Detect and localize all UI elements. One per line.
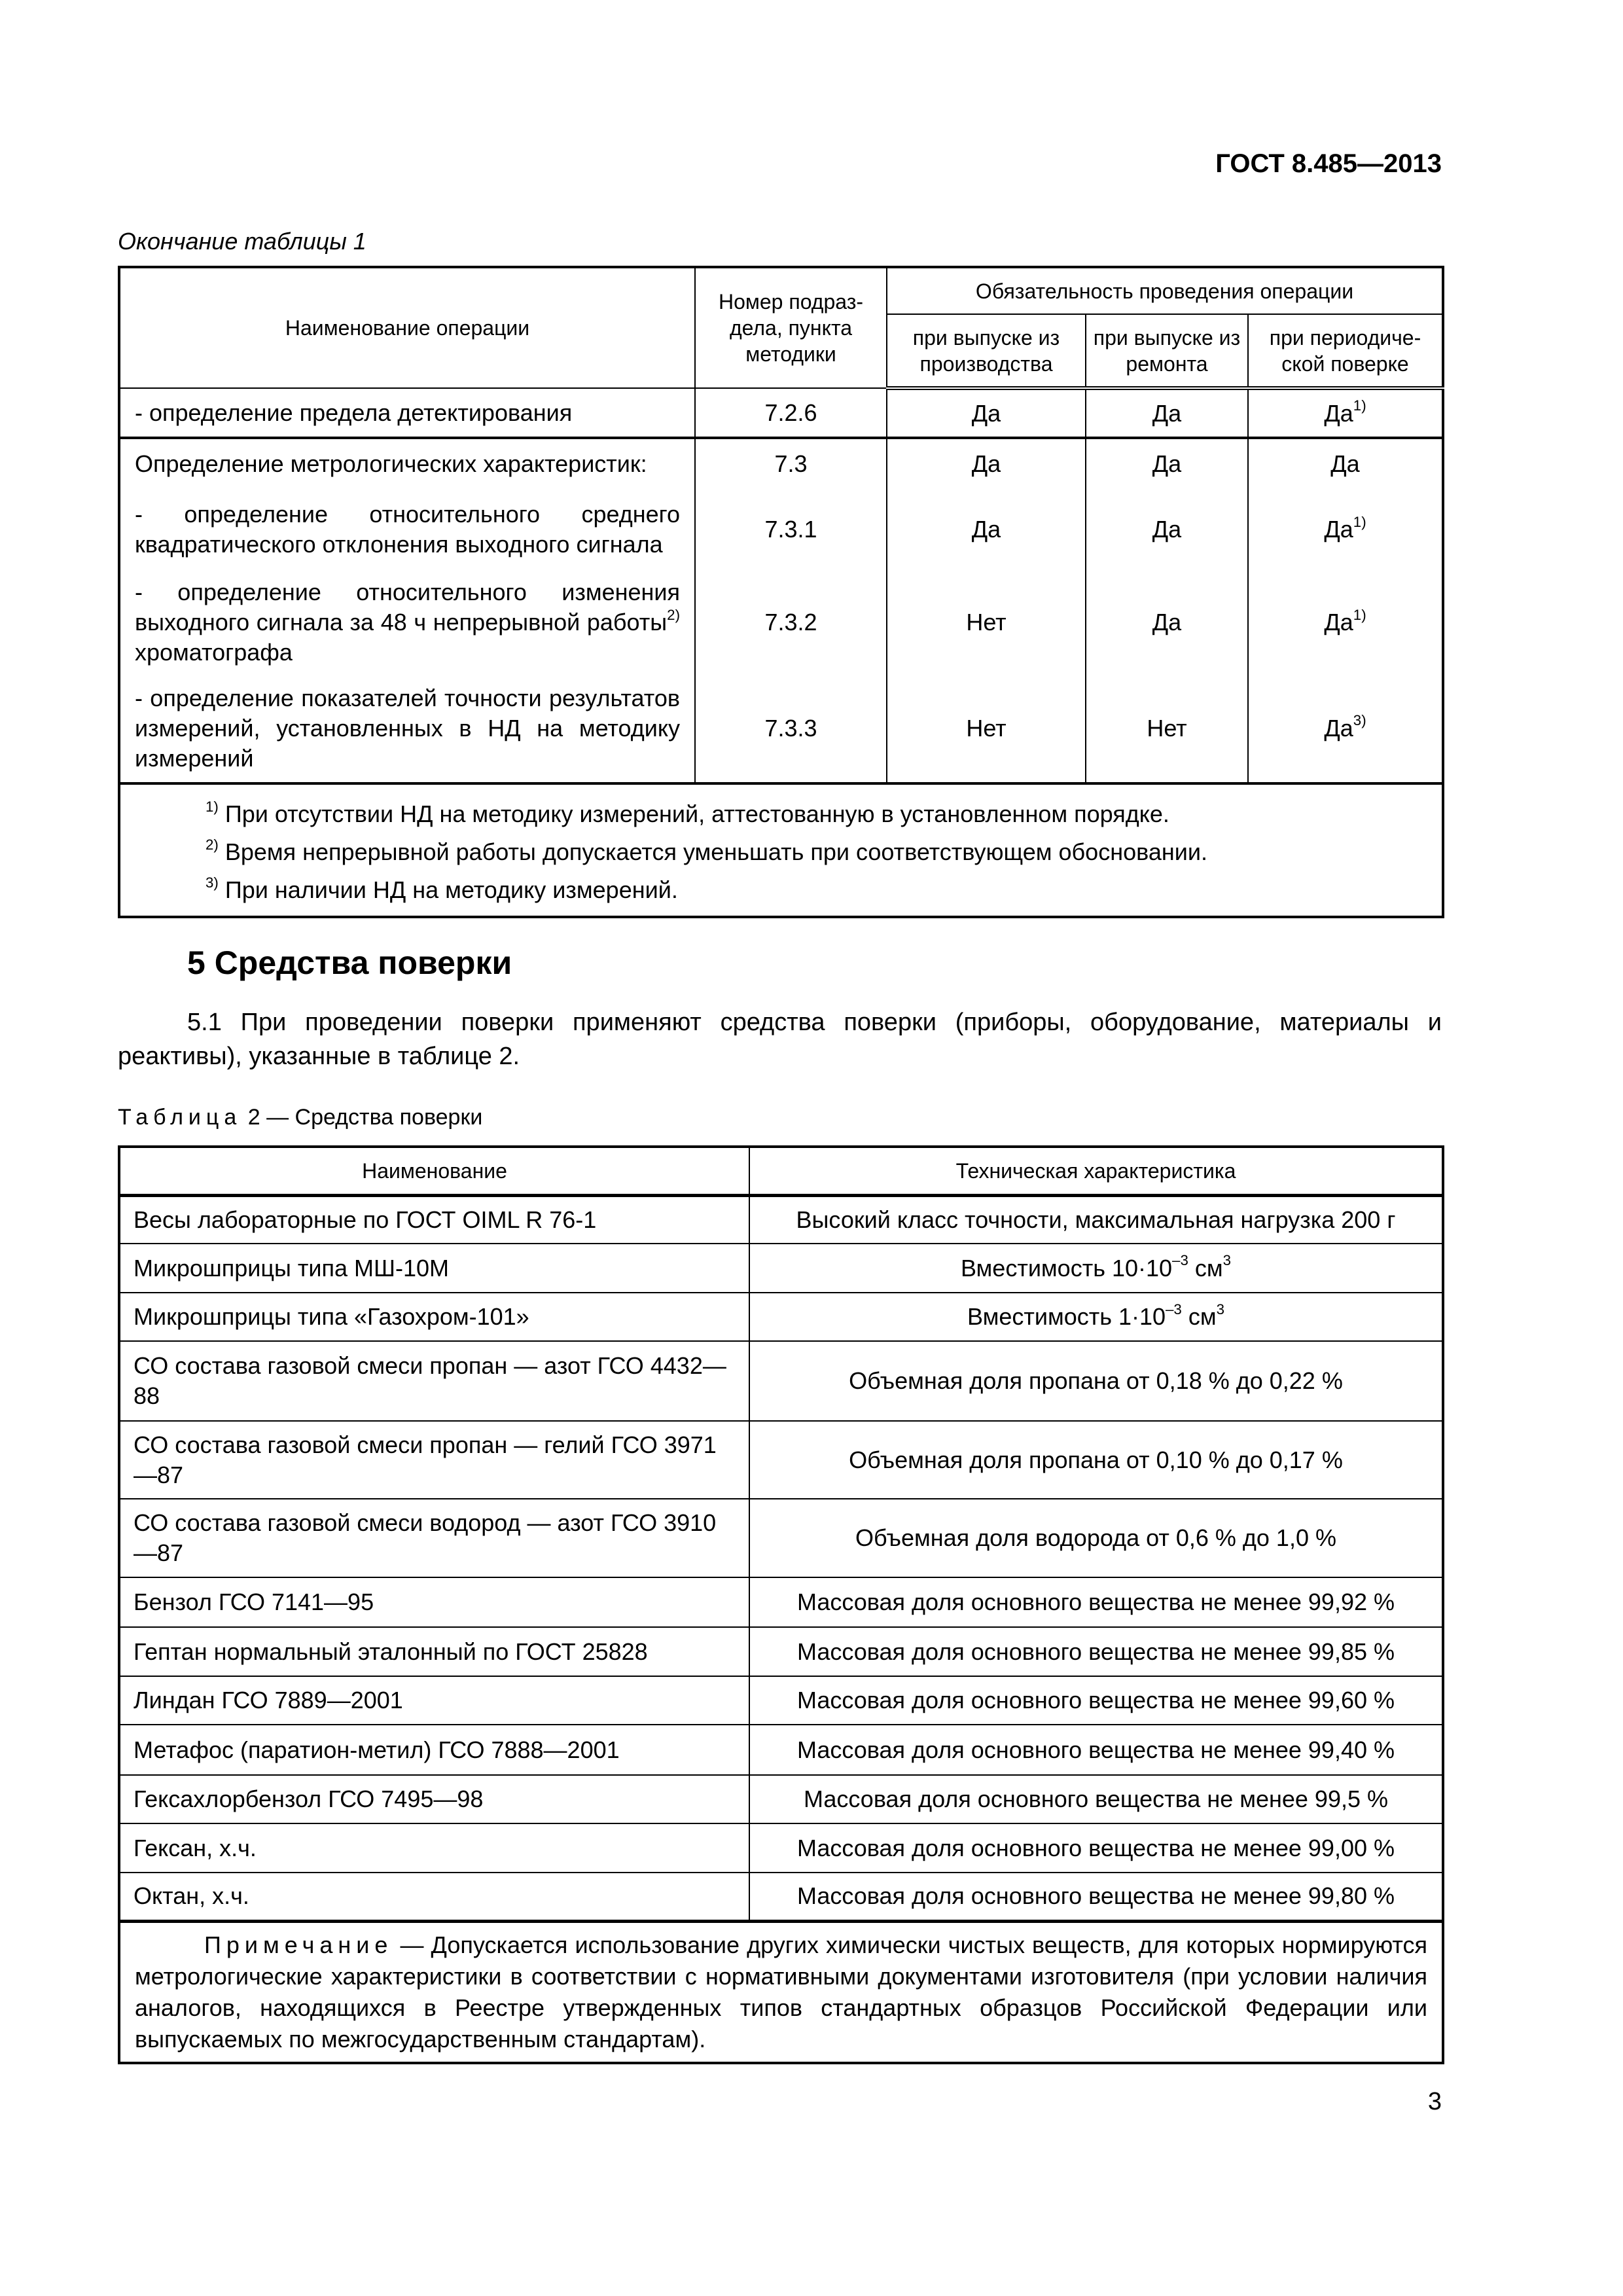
footnotes: [119, 783, 1443, 917]
footnote-ref: 1): [1353, 397, 1366, 414]
table-row: [119, 1244, 1443, 1293]
table-row: [119, 1577, 1443, 1627]
header-section-number: Номер подраз-дела, пункта методики: [695, 267, 887, 388]
tool-spec: [749, 1499, 1443, 1577]
production-value: [887, 488, 1086, 571]
verification-tools-table: [118, 1145, 1444, 2064]
exponent: 3: [1222, 1252, 1232, 1269]
operation-name: [119, 571, 695, 674]
section-number: [695, 388, 887, 438]
footnote: [205, 871, 1429, 909]
production-value: [887, 388, 1086, 438]
value-text: Да: [1152, 399, 1182, 427]
value-text: Нет: [966, 609, 1007, 636]
operation-name: [119, 438, 695, 488]
production-value: [887, 571, 1086, 674]
number-text: 7.3.2: [764, 609, 817, 636]
name-text: Микрошприцы типа «Газохром-101»: [134, 1303, 529, 1330]
spec-text: Объемная доля пропана от 0,10 % до 0,17 %: [849, 1446, 1343, 1473]
tool-name: [119, 1725, 749, 1775]
footnote-text: При наличии НД на методику измерений.: [218, 876, 678, 903]
table-row: [119, 1725, 1443, 1775]
spec-text: Массовая доля основного вещества не менее 99,80 %: [796, 1882, 1395, 1910]
tool-name: [119, 1293, 749, 1341]
tool-name: [119, 1577, 749, 1627]
repair-value: [1086, 571, 1248, 674]
tool-name: [119, 1873, 749, 1921]
name-text: Гексахлорбензол ГСО 7495—98: [134, 1785, 484, 1812]
footnote-text: При отсутствии НД на методику измерений, аттестованную в установленном порядке.: [218, 800, 1169, 827]
tool-name: [119, 1499, 749, 1577]
footnote-mark: 2): [205, 836, 219, 853]
repair-value: [1086, 674, 1248, 783]
exponent: –3: [1166, 1300, 1182, 1318]
number-text: 7.3.1: [764, 516, 817, 543]
footnote-ref: 3): [1353, 712, 1366, 729]
tool-name: [119, 1341, 749, 1421]
table-row: [119, 1421, 1443, 1499]
footnote: [205, 795, 1429, 833]
name-text: Гексан, х.ч.: [134, 1834, 257, 1861]
tool-spec: [749, 1244, 1443, 1293]
footnote-ref: 1): [1353, 606, 1366, 623]
periodic-value: [1248, 674, 1443, 783]
periodic-value: [1248, 438, 1443, 488]
name-text: - определение относительного среднего квадратического отклонения выходного сигнала: [135, 501, 680, 558]
value-text: Да: [971, 399, 1001, 427]
production-value: [887, 674, 1086, 783]
spec-text: Массовая доля основного вещества не менее 99,5 %: [803, 1785, 1389, 1812]
tool-spec: [749, 1873, 1443, 1921]
header-production: при выпуске из производства: [887, 314, 1086, 388]
tool-spec: [749, 1421, 1443, 1499]
operations-table: [118, 266, 1444, 918]
tool-name: [119, 1823, 749, 1873]
header-spec: Техническая характеристика: [749, 1147, 1443, 1195]
value-text: Да: [1152, 609, 1182, 636]
tool-name: [119, 1421, 749, 1499]
repair-value: [1086, 388, 1248, 438]
note-label: Примечание: [204, 1931, 393, 1958]
spec-text: Массовая доля основного вещества не менее 99,92 %: [796, 1588, 1395, 1615]
tool-name: [119, 1195, 749, 1244]
tool-spec: [749, 1823, 1443, 1873]
header-periodic: при периодиче-ской поверке: [1248, 314, 1443, 388]
number-text: 7.3: [774, 450, 808, 477]
value-text: Да: [1330, 450, 1360, 477]
table-row: [119, 571, 1443, 674]
section-number: [695, 571, 887, 674]
operation-name: [119, 674, 695, 783]
tool-spec: [749, 1775, 1443, 1823]
repair-value: [1086, 488, 1248, 571]
number-text: 7.2.6: [764, 399, 817, 426]
table-row: [119, 488, 1443, 571]
tool-name: [119, 1627, 749, 1676]
operation-name: [119, 388, 695, 438]
section-number: [695, 674, 887, 783]
note-text: — Допускается использование других химически чистых веществ, для которых нормируются метрологические характеристики в соответствии с нормативными документами изготовителя (при условии наличия аналогов, находящихся в Реестре утвержденных типов стандартных образцов Российской Федерации или выпускаемых по межгосударственным стандартам).: [135, 1931, 1427, 2053]
spec-text: Объемная доля пропана от 0,18 % до 0,22 %: [849, 1367, 1343, 1394]
name-text: - определение показателей точности результатов измерений, установленных в НД на методику измерений: [135, 684, 680, 772]
tool-spec: [749, 1676, 1443, 1725]
value-text: Да: [971, 516, 1001, 543]
tool-spec: [749, 1627, 1443, 1676]
section-paragraph: 5.1 При проведении поверки применяют средства поверки (приборы, оборудование, материалы и реактивы), указанные в таблице 2.: [118, 1009, 1442, 1070]
table-row: [119, 674, 1443, 783]
table-row: [119, 1293, 1443, 1341]
section-number: [695, 488, 887, 571]
footnote: [205, 833, 1429, 871]
footnote-ref: 2): [667, 606, 680, 623]
value-text: Да: [1324, 516, 1353, 543]
value-text: Да: [1324, 714, 1353, 742]
tool-name: [119, 1244, 749, 1293]
name-text: СО состава газовой смеси пропан — азот ГСО 4432—88: [134, 1352, 726, 1409]
production-value: [887, 438, 1086, 488]
periodic-value: [1248, 571, 1443, 674]
table2-caption: [118, 1105, 482, 1130]
header-repair: при выпуске из ремонта: [1086, 314, 1248, 388]
spec-text: Массовая доля основного вещества не менее 99,60 %: [796, 1687, 1395, 1713]
table-row: [119, 1676, 1443, 1725]
header-name: Наименование: [119, 1147, 749, 1195]
name-text: Линдан ГСО 7889—2001: [134, 1687, 403, 1713]
table-row: [119, 1823, 1443, 1873]
table-row: [119, 1341, 1443, 1421]
page-number: 3: [1427, 2088, 1442, 2115]
exponent: 3: [1216, 1300, 1225, 1318]
footnote-text: Время непрерывной работы допускается уменьшать при соответствующем обосновании.: [218, 838, 1207, 865]
name-text: Весы лабораторные по ГОСТ OIML R 76-1: [134, 1206, 597, 1233]
section-number: [695, 438, 887, 488]
name-text: - определение относительного изменения выходного сигнала за 48 ч непрерывной работы: [135, 579, 680, 636]
footnote-mark: 3): [205, 874, 219, 891]
document-code: ГОСТ 8.485—2013: [1215, 149, 1442, 178]
table-continuation-label: Окончание таблицы 1: [118, 228, 366, 255]
value-text: Да: [1152, 516, 1182, 543]
name-text: Микрошприцы типа МШ-10М: [134, 1254, 450, 1282]
spec-text: Массовая доля основного вещества не менее 99,00 %: [796, 1834, 1395, 1861]
spec-text: Объемная доля водорода от 0,6 % до 1,0 %: [855, 1524, 1336, 1551]
header-operation-name: Наименование операции: [119, 267, 695, 388]
header-obligation: Обязательность проведения операции: [887, 267, 1443, 314]
table-row: [119, 438, 1443, 488]
spec-text: Массовая доля основного вещества не менее 99,85 %: [796, 1638, 1395, 1665]
footnote-mark: 1): [205, 798, 219, 815]
periodic-value: [1248, 488, 1443, 571]
spec-text: Вместимость 10·10: [960, 1254, 1173, 1282]
repair-value: [1086, 438, 1248, 488]
tool-name: [119, 1775, 749, 1823]
tool-spec: [749, 1577, 1443, 1627]
table-row: [119, 1775, 1443, 1823]
table-row: [119, 1195, 1443, 1244]
operation-name: [119, 488, 695, 571]
unit-text: см: [1188, 1254, 1223, 1282]
value-text: Нет: [1147, 714, 1187, 742]
spec-text: Вместимость 1·10: [967, 1303, 1166, 1330]
name-text: Бензол ГСО 7141—95: [134, 1588, 374, 1615]
value-text: Да: [971, 450, 1001, 477]
spec-text: Массовая доля основного вещества не менее 99,40 %: [796, 1736, 1395, 1763]
name-text: Метафос (паратион-метил) ГСО 7888—2001: [134, 1736, 620, 1763]
tool-spec: [749, 1341, 1443, 1421]
name-text: СО состава газовой смеси пропан — гелий ГСО 3971—87: [134, 1431, 717, 1488]
name-text: СО состава газовой смеси водород — азот ГСО 3910—87: [134, 1509, 717, 1566]
number-text: 7.3.3: [764, 714, 817, 742]
table-note: [119, 1921, 1443, 2063]
table-row: [119, 1873, 1443, 1921]
name-text: Октан, х.ч.: [134, 1882, 249, 1910]
footnote-ref: 1): [1353, 513, 1366, 530]
periodic-value: [1248, 388, 1443, 438]
name-tail: хроматографа: [135, 639, 293, 666]
name-text: - определение предела детектирования: [135, 399, 573, 426]
caption-label: Таблица: [118, 1105, 242, 1130]
section-heading: 5 Средства поверки: [187, 944, 512, 981]
table-row: [119, 1499, 1443, 1577]
name-text: Определение метрологических характеристик:: [135, 450, 647, 477]
value-text: Нет: [966, 714, 1007, 742]
value-text: Да: [1152, 450, 1182, 477]
value-text: Да: [1324, 399, 1353, 427]
tool-spec: [749, 1725, 1443, 1775]
unit-text: см: [1181, 1303, 1217, 1330]
exponent: –3: [1172, 1252, 1188, 1269]
name-text: Гептан нормальный эталонный по ГОСТ 25828: [134, 1638, 648, 1665]
tool-spec: [749, 1293, 1443, 1341]
spec-text: Высокий класс точности, максимальная нагрузка 200 г: [796, 1206, 1396, 1233]
caption-text: 2 — Средства поверки: [241, 1105, 483, 1130]
value-text: Да: [1324, 609, 1353, 636]
table-row: [119, 388, 1443, 438]
tool-name: [119, 1676, 749, 1725]
table-row: [119, 1627, 1443, 1676]
tool-spec: [749, 1195, 1443, 1244]
